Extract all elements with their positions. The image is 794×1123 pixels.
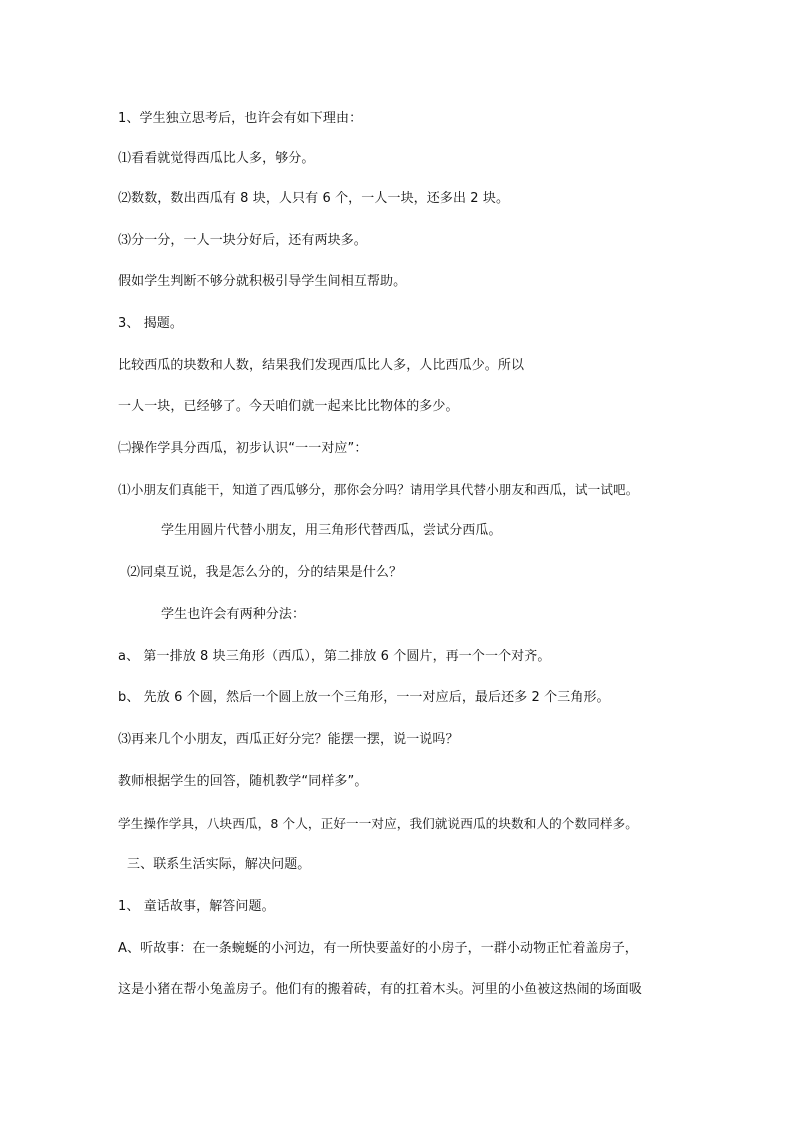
text-line-8: 一人一块，已经够了。今天咱们就一起来比比物体的多少。: [118, 399, 459, 414]
text-line-20: 1、 童话故事，解答问题。: [118, 899, 275, 914]
text-line-17: 教师根据学生的回答，随机教学“同样多”。: [118, 774, 368, 789]
text-line-3: ⑵数数，数出西瓜有 8 块，人只有 6 个，一人一块，还多出 2 块。: [118, 191, 510, 206]
text-line-12: ⑵同桌互说，我是怎么分的，分的结果是什么？: [127, 565, 403, 580]
text-line-1: 1、学生独立思考后，也许会有如下理由：: [118, 111, 363, 126]
text-line-6: 3、 揭题。: [118, 316, 184, 331]
text-line-22: 这是小猪在帮小兔盖房子。他们有的搬着砖，有的扛着木头。河里的小鱼被这热闹的场面吸: [118, 982, 643, 997]
text-line-21: A、听故事：在一条蜿蜒的小河边，有一所快要盖好的小房子，一群小动物正忙着盖房子，: [118, 941, 638, 956]
text-line-19: 三、联系生活实际，解决问题。: [127, 857, 311, 872]
text-line-11: 学生用圆片代替小朋友，用三角形代替西瓜，尝试分西瓜。: [161, 523, 502, 538]
text-line-7: 比较西瓜的块数和人数，结果我们发现西瓜比人多，人比西瓜少。所以: [118, 358, 525, 373]
text-line-15: b、 先放 6 个圆，然后一个圆上放一个三角形，一一对应后，最后还多 2 个三角形。: [118, 690, 610, 705]
text-line-5: 假如学生判断不够分就积极引导学生间相互帮助。: [118, 274, 407, 289]
text-line-13: 学生也许会有两种分法：: [161, 607, 306, 622]
text-line-2: ⑴看看就觉得西瓜比人多，够分。: [118, 151, 315, 166]
text-line-9: ㈡操作学具分西瓜，初步认识“一一对应”：: [118, 441, 368, 456]
text-line-16: ⑶再来几个小朋友，西瓜正好分完？能摆一摆，说一说吗？: [118, 732, 459, 747]
text-line-14: a、 第一排放 8 块三角形（西瓜），第二排放 6 个圆片，再一个一个对齐。: [118, 649, 551, 664]
text-line-18: 学生操作学具，八块西瓜，8 个人，正好一一对应，我们就说西瓜的块数和人的个数同样多。: [118, 816, 638, 831]
text-line-10: ⑴小朋友们真能干，知道了西瓜够分，那你会分吗？请用学具代替小朋友和西瓜，试一试吧。: [118, 482, 639, 497]
text-line-4: ⑶分一分，一人一块分好后，还有两块多。: [118, 233, 367, 248]
